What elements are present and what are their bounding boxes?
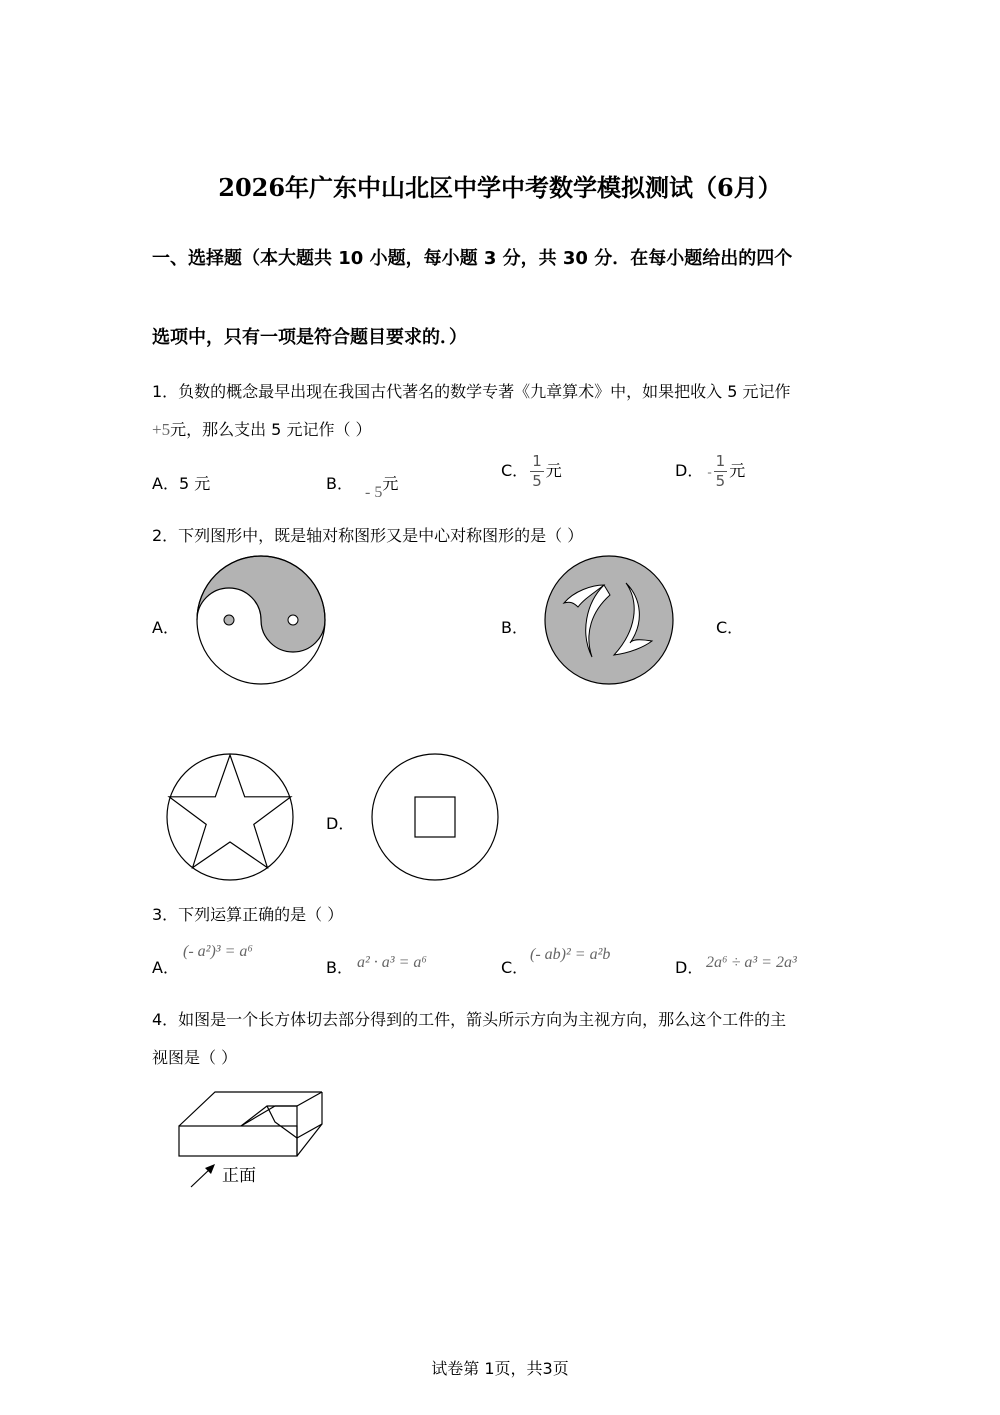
q1-option-a-label: A． — [152, 474, 179, 493]
front-view-label: 正面 — [222, 1166, 256, 1186]
coin-square-figure — [371, 753, 499, 881]
yin-yang-figure — [196, 555, 326, 685]
q3-option-b-expr: a² · a³ = a⁶ — [357, 954, 427, 971]
q1-option-d-label: D． — [675, 461, 704, 480]
q3-option-d-expr: 2a⁶ ÷ a³ = 2a³ — [706, 954, 797, 971]
q1-stem-line1: 1．负数的概念最早出现在我国古代著名的数学专著《九章算术》中，如果把收入 5 元记作 — [152, 382, 791, 401]
q1-option-a[interactable] — [152, 471, 210, 494]
q2-option-c-label[interactable]: C． — [716, 618, 744, 637]
q2-stem: 2．下列图形中，既是轴对称图形又是中心对称图形的是（ ） — [152, 526, 584, 545]
q3-option-a-expr: (- a²)³ = a⁶ — [183, 943, 253, 960]
q3-stem: 3．下列运算正确的是（ ） — [152, 905, 344, 924]
q3-option-c-label[interactable]: C． — [501, 958, 529, 977]
q1-option-c-fraction: $\frac{1}{5}$ — [532, 452, 542, 490]
q3-option-d-label[interactable]: D． — [675, 958, 704, 977]
q3-option-c-expr: (- ab)² = a²b — [530, 946, 611, 963]
q4-stem-line2: 视图是（ ） — [152, 1048, 238, 1067]
q4-stem-line1: 4．如图是一个长方体切去部分得到的工件，箭头所示方向为主视方向，那么这个工件的主 — [152, 1010, 787, 1029]
section-heading-line2: 选项中，只有一项是符合题目要求的．） — [152, 327, 467, 348]
crescent-circle-figure — [544, 555, 674, 685]
q1-option-b-label: B． — [326, 474, 353, 493]
section-heading-line1: 一、选择题（本大题共 10 小题，每小题 3 分，共 30 分．在每小题给出的四个 — [152, 248, 793, 269]
page-footer: 试卷第 1页，共3页 — [431, 1359, 569, 1378]
q1-option-c-unit: 元 — [545, 461, 562, 480]
q2-option-b-label[interactable]: B． — [501, 618, 528, 637]
q2-option-d-label[interactable]: D． — [326, 814, 355, 833]
q1-option-c-label: C． — [501, 461, 529, 480]
q2-option-a-label[interactable]: A． — [152, 618, 179, 637]
q3-option-b-label[interactable]: B． — [326, 958, 353, 977]
q1-plus5: +5 — [152, 420, 171, 439]
q1-option-d-fraction: $\frac{1}{5}$ — [715, 452, 726, 490]
q1-option-b-unit: 元 — [382, 474, 399, 493]
q1-stem-line2-text: 元，那么支出 5 元记作（ ） — [170, 420, 372, 439]
q1-option-d-unit: 元 — [729, 461, 746, 480]
q1-option-a-text: 5 元 — [178, 474, 211, 493]
q1-option-c[interactable] — [501, 454, 562, 489]
q1-stem-line2 — [152, 417, 372, 440]
star-circle-figure — [166, 753, 294, 881]
q3-option-a-label[interactable]: A． — [152, 958, 179, 977]
q1-option-d[interactable] — [675, 454, 745, 489]
q1-option-d-sign: - — [707, 464, 712, 479]
q1-option-b[interactable] — [326, 471, 399, 501]
q1-option-b-math: - 5 — [364, 484, 383, 501]
page-title: 2026年广东中山北区中学中考数学模拟测试（6月） — [218, 173, 782, 202]
